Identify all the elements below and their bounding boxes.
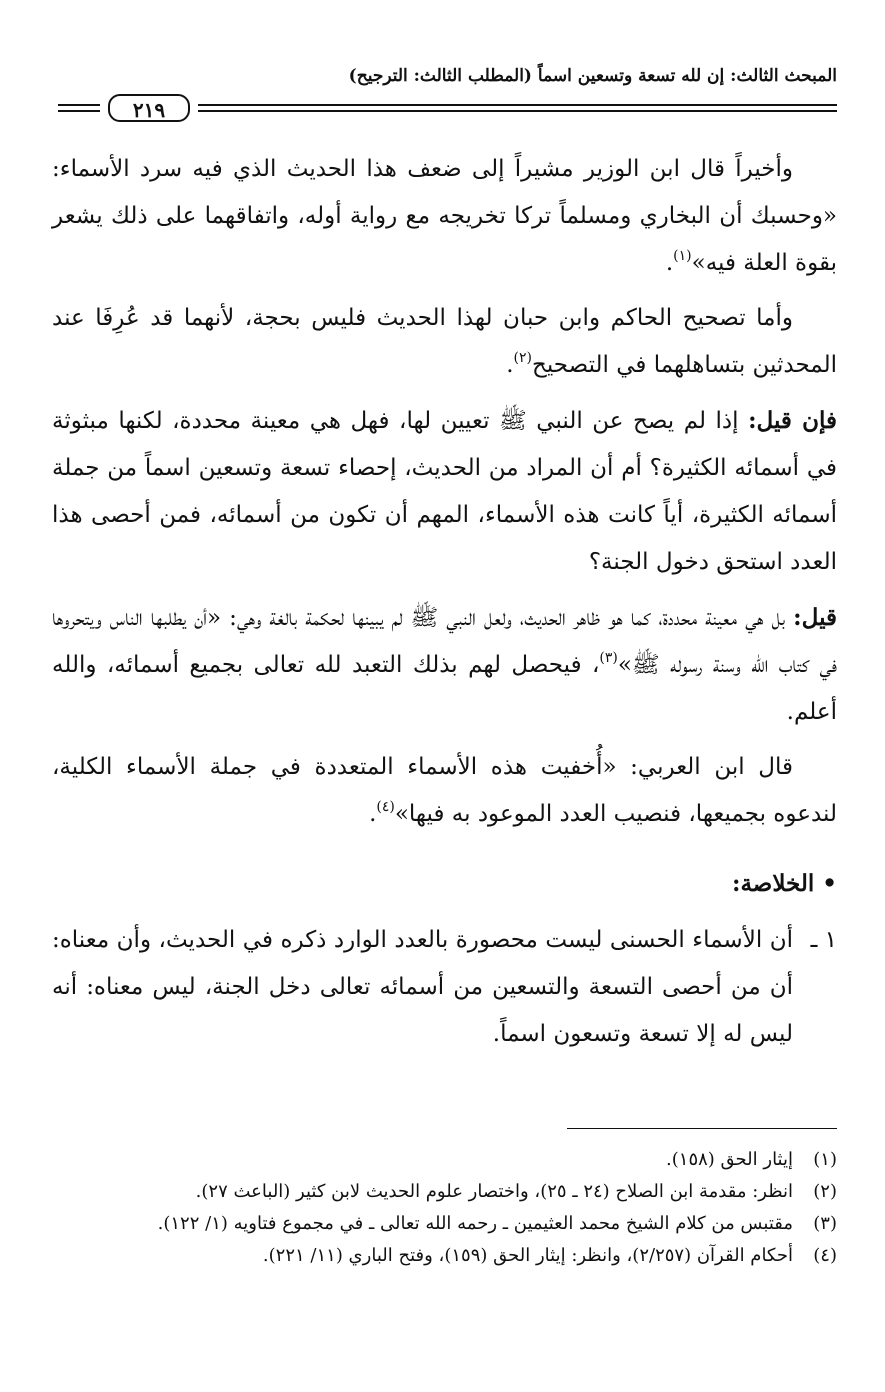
footnote-separator — [567, 1128, 837, 1129]
footnote-number: (٤) — [813, 1245, 837, 1266]
footnote-2 — [52, 1176, 837, 1208]
paragraph-end: . — [665, 250, 674, 276]
footnote-text: مقتبس من كلام الشيخ محمد العثيمين ـ رحمه الله تعالى ـ في مجموع فتاويه (١/ ١٢٢). — [157, 1213, 793, 1234]
paragraph-text: وأخيراً قال ابن الوزير مشيراً إلى ضعف هذا الحديث الذي فيه سرد الأسماء: «وحسبك أن البخاري ومسلماً تركا تخريجه مع رواية أوله، واتفاقهما على ذلك يشعر بقوة العلة فيه» — [52, 156, 837, 276]
paragraph-answer — [52, 594, 837, 736]
footnote-number: (٣) — [813, 1213, 837, 1234]
footnote-4 — [52, 1240, 837, 1272]
footnote-text: انظر: مقدمة ابن الصلاح (٢٤ ـ ٢٥)، واختصار علوم الحديث لابن كثير (الباعث ٢٧). — [195, 1181, 793, 1202]
answer-lead: قيل: — [793, 604, 837, 631]
summary-item-text: أن الأسماء الحسنى ليست محصورة بالعدد الوارد ذكره في الحديث، وأن معناه: أن من أحصى التسعة والتسعين من أسمائه تعالى دخل الجنة، ليس معناه: أنه ليس له إلا تسعة وتسعون اسماً. — [52, 927, 793, 1047]
footnote-text: إيثار الحق (١٥٨). — [666, 1149, 793, 1170]
page-number: ٢١٩ — [108, 94, 190, 122]
main-text — [52, 146, 837, 1058]
question-lead: فإن قيل: — [748, 407, 838, 434]
paragraph-text-continued: ، فيحصل لهم بذلك التعبد لله تعالى بجميع أسمائه، والله أعلم. — [52, 652, 837, 725]
footnote-ref-2: (٢) — [513, 350, 532, 366]
summary-heading: • الخلاصة: — [731, 870, 837, 897]
paragraph-text: قال ابن العربي: «أُخفيت هذه الأسماء المتعددة في جملة الأسماء الكلية، لندعوه بجميعها، فنصيب العدد الموعود به فيها» — [52, 754, 837, 827]
header-rule — [58, 94, 837, 126]
paragraph-end: . — [506, 352, 514, 378]
summary-item-1 — [52, 917, 837, 1058]
footnote-ref-4: (٤) — [376, 799, 395, 815]
footnote-3 — [52, 1208, 837, 1240]
header-rule-right — [198, 104, 837, 112]
footnote-number: (١) — [813, 1149, 837, 1170]
summary-item-number: ١ ـ — [810, 927, 837, 953]
footnote-ref-3: (٣) — [599, 650, 618, 666]
paragraph-tashih — [52, 295, 837, 389]
paragraph-text: وأما تصحيح الحاكم وابن حبان لهذا الحديث فليس بحجة، لأنهما قد عُرِفَا عند المحدثين بتساهلهما في التصحيح — [52, 305, 837, 378]
paragraph-question — [52, 397, 837, 586]
running-title: المبحث الثالث: إن لله تسعة وتسعين اسماً (المطلب الثالث: الترجيح) — [348, 66, 837, 86]
paragraph-text: إذا لم يصح عن النبي ﷺ تعيين لها، فهل هي معينة محددة، لكنها مبثوثة في أسمائه الكثيرة؟ أم أن المراد من الحديث، إحصاء تسعة وتسعين اسماً من جملة أسمائه الكثيرة، أياً كانت هذه الأسماء، المهم أن تكون من أسمائه، فمن أحصى هذا العدد استحق دخول الجنة؟ — [52, 408, 837, 575]
footnote-number: (٢) — [813, 1181, 837, 1202]
paragraph-ibn-alarabi — [52, 744, 837, 838]
footnote-ref-1: (١) — [673, 248, 692, 264]
header-rule-left — [58, 104, 100, 112]
paragraph-text: بل هي معينة محددة، كما هو ظاهر الحديث، ولعل النبي ﷺ لم يبينها لحكمة بالغة وهي: «أن يطلبها الناس ويتحروها في كتاب الله وسنة رسوله ﷺ» — [52, 605, 837, 678]
footnote-text: أحكام القرآن (٢/٢٥٧)، وانظر: إيثار الحق (١٥٩)، وفتح الباري (١١/ ٢٢١). — [262, 1245, 793, 1266]
paragraph-end: . — [369, 801, 377, 827]
footnote-1 — [52, 1144, 837, 1176]
footnotes — [52, 1144, 837, 1272]
paragraph-ibn-alwazir — [52, 146, 837, 287]
